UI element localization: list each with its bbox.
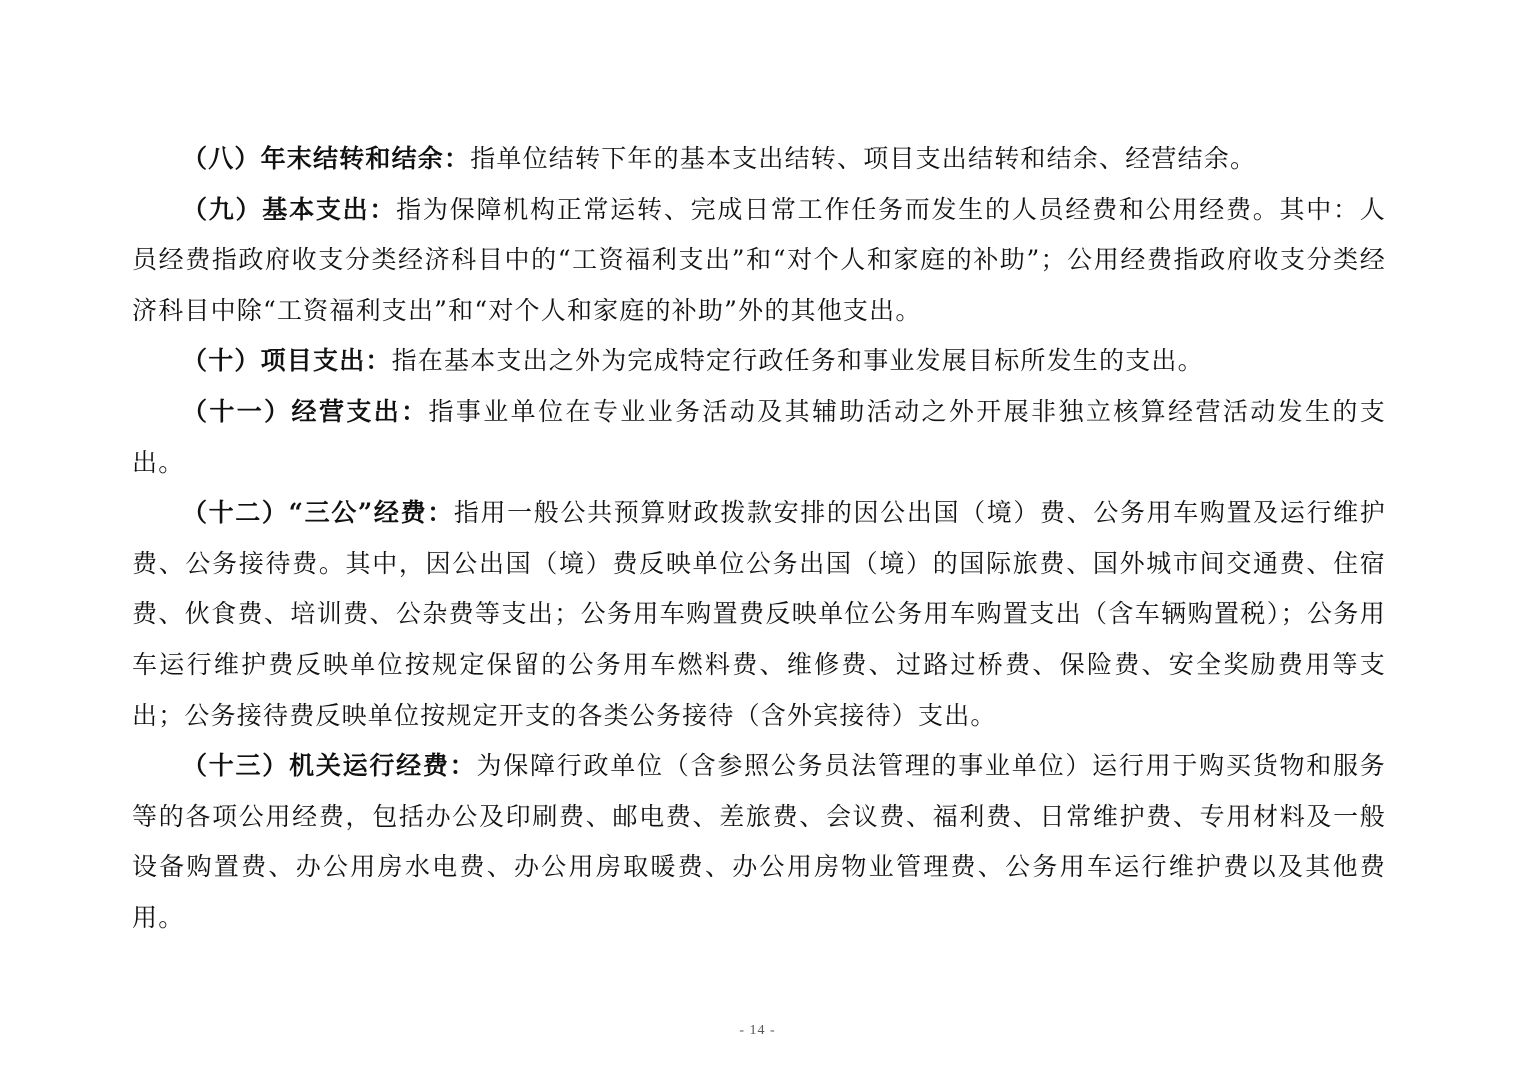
term-heading: （九）基本支出：: [182, 194, 397, 224]
paragraph-project-expenditure: [132, 336, 1386, 387]
paragraph-text: 指用一般公共预算财政拨款安排的因公出国（境）费、公务用车购置及运行维护费、公务接待费。其中，因公出国（境）费反映单位公务出国（境）的国际旅费、国外城市间交通费、住宿费、伙食费、培训费、公杂费等支出；公务用车购置费反映单位公务用车购置支出（含车辆购置税）；公务用车运行维护费反映单位按规定保留的公务用车燃料费、维修费、过路过桥费、保险费、安全奖励费用等支出；公务接待费反映单位按规定开支的各类公务接待（含外宾接待）支出。: [132, 498, 1386, 730]
document-body: [132, 134, 1386, 944]
term-heading: （八）年末结转和结余：: [182, 144, 471, 173]
paragraph-basic-expenditure: [132, 185, 1386, 337]
paragraph-text: 指事业单位在专业业务活动及其辅助活动之外开展非独立核算经营活动发生的支出。: [132, 396, 1386, 477]
paragraph-text: 指单位结转下年的基本支出结转、项目支出结转和结余、经营结余。: [470, 144, 1257, 173]
term-heading: （十二）“三公”经费：: [182, 498, 454, 528]
term-heading: （十）项目支出：: [182, 346, 392, 376]
paragraph-agency-operating-expenses: [132, 741, 1386, 943]
term-heading: （十一）经营支出：: [182, 396, 429, 426]
paragraph-text: 指为保障机构正常运转、完成日常工作任务而发生的人员经费和公用经费。其中：人员经费指政府收支分类经济科目中的“工资福利支出”和“对个人和家庭的补助”；公用经费指政府收支分类经济科目中除“工资福利支出”和“对个人和家庭的补助”外的其他支出。: [132, 194, 1387, 325]
page-number: - 14 -: [739, 1023, 776, 1038]
term-heading: （十三）机关运行经费：: [182, 751, 477, 781]
paragraph-year-end-carryover: [132, 134, 1386, 185]
paragraph-three-public-expenses: [132, 488, 1386, 741]
paragraph-text: 指在基本支出之外为完成特定行政任务和事业发展目标所发生的支出。: [391, 346, 1204, 376]
paragraph-text: 为保障行政单位（含参照公务员法管理的事业单位）运行用于购买货物和服务等的各项公用经费，包括办公及印刷费、邮电费、差旅费、会议费、福利费、日常维护费、专用材料及一般设备购置费、办公用房水电费、办公用房取暖费、办公用房物业管理费、公务用车运行维护费以及其他费用。: [132, 751, 1386, 932]
paragraph-operating-expenditure: [132, 387, 1386, 488]
